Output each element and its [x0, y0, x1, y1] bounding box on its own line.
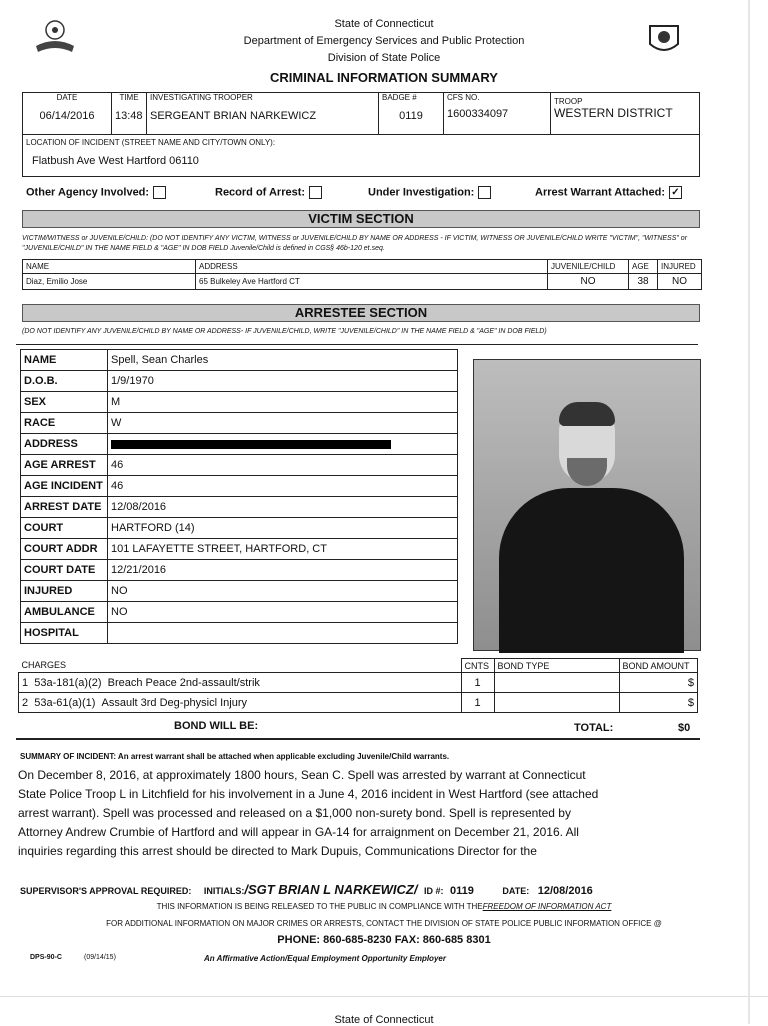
foia-link[interactable]: FREEDOM OF INFORMATION ACT: [482, 902, 612, 911]
cfs-value: 1600334097: [447, 108, 509, 120]
arrestee-value-dob: 1/9/1970: [108, 371, 458, 392]
charges-col-charges: CHARGES: [19, 659, 462, 673]
victim-table: [22, 259, 702, 290]
charge-desc: Breach Peace 2nd-assault/strik: [107, 676, 260, 689]
supervisor-label: SUPERVISOR'S APPROVAL REQUIRED:: [20, 886, 192, 896]
troop-label: TROOP: [554, 97, 583, 106]
charge-statute: 53a-61(a)(1): [34, 696, 96, 709]
location-value: Flatbush Ave West Hartford 06110: [32, 155, 199, 167]
charge-desc: Assault 3rd Deg-physicl Injury: [101, 696, 248, 709]
charge-bond-amount: $: [619, 693, 698, 713]
photo-torso: [499, 488, 684, 653]
approval-date-value: 12/08/2016: [537, 885, 593, 897]
trooper-label: INVESTIGATING TROOPER: [150, 93, 253, 102]
table-row: [21, 581, 458, 602]
page-break: [0, 996, 768, 997]
troop-cell: [551, 93, 700, 135]
charge-description: [19, 673, 462, 693]
foia-text: THIS INFORMATION IS BEING RELEASED TO THE PUBLIC IN COMPLIANCE WITH THE: [156, 902, 483, 911]
arrestee-label-age-arrest: AGE ARREST: [21, 455, 108, 476]
victim-address: 65 Bulkeley Ave Hartford CT: [196, 274, 548, 290]
arrestee-value-arrest-date: 12/08/2016: [108, 497, 458, 518]
arrestee-label-court-date: COURT DATE: [21, 560, 108, 581]
arrestee-label-court: COURT: [21, 518, 108, 539]
trooper-value: SERGEANT BRIAN NARKEWICZ: [150, 110, 317, 122]
arrestee-value-court-date: 12/21/2016: [108, 560, 458, 581]
arrestee-value-court-addr: 101 LAFAYETTE STREET, HARTFORD, CT: [108, 539, 458, 560]
badge-cell: [379, 93, 444, 135]
charge-cnts: 1: [461, 673, 494, 693]
table-row: [21, 413, 458, 434]
arrestee-value-ambulance: NO: [108, 602, 458, 623]
victim-col-address: ADDRESS: [196, 260, 548, 274]
record-arrest-label: Record of Arrest:: [215, 186, 306, 199]
date-label: DATE: [56, 93, 78, 102]
total-value: $0: [678, 722, 691, 734]
arrestee-value-age-incident: 46: [108, 476, 458, 497]
time-value: 13:48: [115, 110, 143, 122]
under-investigation-label: Under Investigation:: [368, 186, 475, 199]
victim-name: Diaz, Emilio Jose: [23, 274, 196, 290]
table-row: [19, 693, 698, 713]
cfs-label: CFS NO.: [447, 93, 480, 102]
other-agency-label: Other Agency Involved:: [26, 186, 150, 199]
arrestee-value-age-arrest: 46: [108, 455, 458, 476]
table-row: [21, 602, 458, 623]
total-label: TOTAL:: [574, 722, 614, 734]
record-arrest-flag: [215, 186, 322, 199]
date-value: 06/14/2016: [39, 110, 95, 122]
cfs-cell: [444, 93, 551, 135]
arrestee-value-sex: M: [108, 392, 458, 413]
table-row: [21, 518, 458, 539]
warrant-attached-label: Arrest Warrant Attached:: [535, 186, 665, 199]
id-value: 0119: [450, 885, 474, 897]
table-row: [21, 623, 458, 644]
approval-date-label: DATE:: [502, 886, 530, 896]
charge-bond-amount: $: [619, 673, 698, 693]
foia-notice: [0, 902, 768, 911]
table-row: [21, 392, 458, 413]
other-agency-checkbox[interactable]: [153, 186, 166, 199]
table-row: [21, 560, 458, 581]
under-investigation-flag: [368, 186, 491, 199]
table-row: [19, 673, 698, 693]
arrestee-label-race: RACE: [21, 413, 108, 434]
photo-hair: [559, 402, 615, 426]
form-date: (09/14/15): [84, 954, 116, 961]
badge-label: BADGE #: [382, 93, 417, 102]
summary-line: State Police Troop L in Litchfield for his involvement in a June 4, 2016 incident in West Hartford (see attached: [18, 787, 599, 801]
page-edge: [748, 0, 750, 1024]
victim-section-title: VICTIM SECTION: [22, 210, 700, 228]
summary-line: Attorney Andrew Crumbie of Hartford and will appear in GA-14 for arraignment on December 21, 2016. All: [18, 825, 579, 839]
under-investigation-checkbox[interactable]: [478, 186, 491, 199]
header-line-department: Department of Emergency Services and Public Protection: [243, 35, 525, 47]
divider: [16, 738, 700, 740]
victim-col-juvenile: JUVENILE/CHILD: [548, 260, 629, 274]
victim-col-age: AGE: [629, 260, 658, 274]
location-cell: [23, 135, 700, 177]
arrestee-value-name: Spell, Sean Charles: [108, 350, 458, 371]
charge-number: 1: [22, 676, 29, 689]
incident-info-table: [22, 92, 700, 177]
charges-table: [18, 658, 698, 713]
arrestee-label-injured: INJURED: [21, 581, 108, 602]
summary-line: inquiries regarding this arrest should be directed to Mark Dupuis, Communications Director for the: [18, 844, 537, 858]
document-header: [184, 16, 584, 67]
charge-number: 2: [22, 696, 29, 709]
summary-label: SUMMARY OF INCIDENT: An arrest warrant shall be attached when applicable excluding Juvenile/Child warrants.: [20, 752, 450, 761]
charge-bond-type: [494, 673, 619, 693]
bond-will-be-label: BOND WILL BE:: [174, 720, 259, 732]
victim-age: 38: [629, 274, 658, 290]
approval-row: [20, 882, 710, 897]
arrestee-photo: [473, 359, 701, 651]
table-row: [23, 274, 702, 290]
troop-value: WESTERN DISTRICT: [554, 106, 673, 120]
arrestee-label-sex: SEX: [21, 392, 108, 413]
victim-note: VICTIM/WITNESS or JUVENILE/CHILD: (DO NOT IDENTIFY ANY VICTIM, WITNESS or JUVENILE/CHILD BY NAME OR ADDRESS - IF VICTIM, WITNESS OR JUVENILE/CHILD WRITE "VICTIM", "WITNESS" or "JUVENILE/CHILD" IN THE NAME FIELD & "AGE" IN DOB FIELD Juvenile/Child is defined in CGS§ 46b-120 et.seq.: [22, 235, 688, 252]
phone-fax: PHONE: 860-685-8230 FAX: 860-685 8301: [277, 934, 491, 946]
victim-col-name: NAME: [23, 260, 196, 274]
initials-value: /SGT BRIAN L NARKEWICZ/: [244, 882, 418, 897]
id-label: ID #:: [423, 886, 444, 896]
divider: [16, 344, 698, 345]
victim-col-injured: INJURED: [658, 260, 702, 274]
state-police-badge-icon: [644, 22, 684, 58]
victim-injured: NO: [658, 274, 702, 290]
charges-col-bond-type: BOND TYPE: [494, 659, 619, 673]
charge-statute: 53a-181(a)(2): [34, 676, 102, 689]
charge-description: [19, 693, 462, 713]
arrestee-label-address: ADDRESS: [21, 434, 108, 455]
header-line-division: Division of State Police: [327, 52, 441, 64]
summary-line: arrest warrant). Spell was processed and released on a $1,000 non-surety bond. Spell is represented by: [18, 806, 571, 820]
initials-label: INITIALS:: [203, 886, 245, 896]
photo-beard: [567, 458, 607, 486]
table-row: [21, 350, 458, 371]
warrant-attached-flag: [535, 186, 682, 199]
trooper-cell: [147, 93, 379, 135]
summary-line: On December 8, 2016, at approximately 1800 hours, Sean C. Spell was arrested by warrant at Connecticut: [18, 768, 586, 782]
time-cell: [112, 93, 147, 135]
arrestee-label-hospital: HOSPITAL: [21, 623, 108, 644]
warrant-attached-checkbox[interactable]: ✓: [669, 186, 682, 199]
arrestee-value-injured: NO: [108, 581, 458, 602]
table-row: [21, 539, 458, 560]
table-row: [21, 476, 458, 497]
arrestee-value-address: [108, 434, 458, 455]
arrestee-label-court-addr: COURT ADDR: [21, 539, 108, 560]
form-id: DPS-90-C: [30, 954, 62, 961]
arrestee-value-court: HARTFORD (14): [108, 518, 458, 539]
date-cell: [23, 93, 112, 135]
charge-bond-type: [494, 693, 619, 713]
contact-notice: FOR ADDITIONAL INFORMATION ON MAJOR CRIMES OR ARRESTS, CONTACT THE DIVISION OF STATE POLICE PUBLIC INFORMATION OFFICE @: [106, 919, 662, 928]
arrestee-value-race: W: [108, 413, 458, 434]
eoe-statement: An Affirmative Action/Equal Employment Opportunity Employer: [204, 954, 446, 963]
charge-cnts: 1: [461, 693, 494, 713]
table-row: [21, 497, 458, 518]
table-row: [21, 455, 458, 476]
arrestee-section-title: ARRESTEE SECTION: [22, 304, 700, 322]
arrestee-label-age-incident: AGE INCIDENT: [21, 476, 108, 497]
summary-body: [18, 766, 708, 861]
arrestee-label-dob: D.O.B.: [21, 371, 108, 392]
record-arrest-checkbox[interactable]: [309, 186, 322, 199]
next-page-header: State of Connecticut: [334, 1014, 434, 1026]
arrestee-table: [20, 349, 458, 644]
header-line-state: State of Connecticut: [334, 18, 434, 30]
charges-col-cnts: CNTS: [461, 659, 494, 673]
location-label: LOCATION OF INCIDENT (STREET NAME AND CITY/TOWN ONLY):: [26, 138, 276, 147]
page-title: CRIMINAL INFORMATION SUMMARY: [270, 70, 498, 85]
time-label: TIME: [119, 93, 139, 102]
arrestee-label-name: NAME: [21, 350, 108, 371]
arrestee-note: (DO NOT IDENTIFY ANY JUVENILE/CHILD BY NAME OR ADDRESS- IF JUVENILE/CHILD, WRITE "JUVENILE/CHILD" IN THE NAME FIELD & "AGE" IN DOB FIELD): [22, 328, 547, 335]
arrestee-label-arrest-date: ARREST DATE: [21, 497, 108, 518]
other-agency-flag: [26, 186, 166, 199]
state-seal-left-icon: [32, 16, 78, 56]
arrestee-label-ambulance: AMBULANCE: [21, 602, 108, 623]
charges-col-bond-amount: BOND AMOUNT: [619, 659, 698, 673]
badge-value: 0119: [399, 110, 423, 122]
redaction-bar: [111, 440, 391, 449]
table-row: [21, 434, 458, 455]
table-row: [21, 371, 458, 392]
arrestee-value-hospital: [108, 623, 458, 644]
victim-juvenile: NO: [548, 274, 629, 290]
